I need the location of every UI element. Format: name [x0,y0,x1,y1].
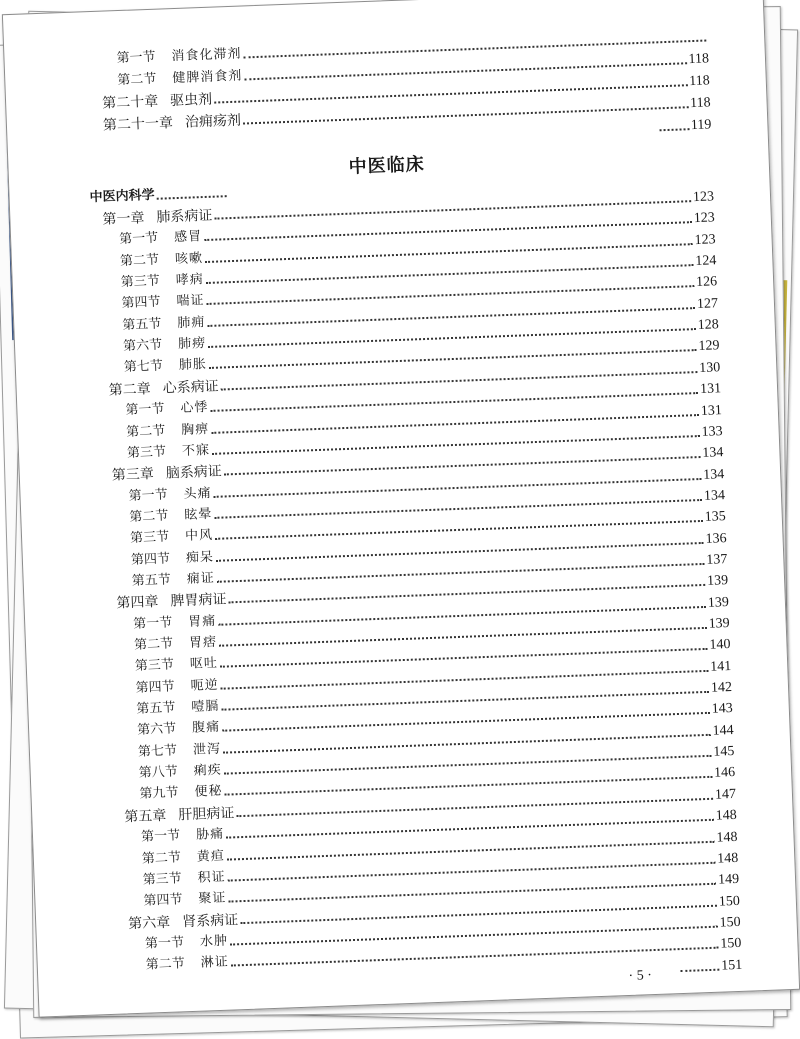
entry-page-number: 141 [709,658,732,675]
entry-page-number: 139 [707,594,730,611]
entry-title: 喘证 [176,293,205,310]
entry-number: 第一节 [116,49,156,67]
entry-number: 第四节 [121,295,161,312]
entry-title: 心悸 [180,400,209,417]
entry-number: 第九节 [139,785,179,803]
entry-page-number: 142 [710,680,733,696]
entry-number: 第六节 [122,337,163,355]
entry-page-number: 126 [695,274,718,291]
entry-page-number: 136 [705,530,727,547]
entry-title: 胁痛 [195,826,225,843]
entry-number: 第五节 [136,700,176,717]
entry-title: 不寐 [181,442,211,459]
entry-page-number: 131 [699,381,722,398]
entry-page-number: 130 [699,360,721,376]
entry-title: 肺胀 [178,357,208,374]
toc-entry[interactable] [657,113,712,135]
entry-number: 第二节 [145,956,186,973]
entry-title: 驱虫剂 [169,91,213,110]
entry-title: 聚证 [198,890,227,907]
entry-page-number: 144 [712,722,734,739]
dot-leader [157,195,227,200]
entry-page-number: 149 [717,872,740,888]
entry-page-number: 124 [695,253,717,270]
entry-title: 脑系病证 [165,463,223,482]
entry-title: 中风 [184,528,214,545]
toc-entry[interactable] [678,953,743,975]
entry-title: 肝胆病证 [178,805,235,824]
entry-page-number: 123 [694,231,716,248]
section-heading: 中医临床 [348,153,426,178]
dot-leader [660,128,690,131]
dot-leader [231,947,719,967]
entry-title: 泄泻 [192,741,222,758]
entry-title: 痴呆 [185,549,215,566]
toc-page [2,0,800,1018]
entry-number: 第六节 [136,721,177,739]
entry-number: 第四节 [130,551,171,568]
entry-number: 第二节 [117,71,157,89]
entry-page-number: 151 [720,957,743,974]
page-number: · 5 · [628,968,653,984]
entry-page-number: 146 [713,765,736,782]
entry-page-number: 134 [702,445,724,462]
entry-number: 第六章 [127,914,171,932]
entry-title: 积证 [197,869,226,886]
entry-number: 第二十章 [101,93,159,112]
entry-title: 水肿 [199,933,229,950]
table-of-contents [3,0,799,1017]
entry-number: 第七节 [137,743,178,760]
entry-title: 哮病 [175,272,205,289]
entry-number: 第二章 [108,380,151,399]
entry-title: 治痈疡剂 [184,112,242,131]
entry-page-number: 139 [708,616,730,632]
entry-title: 头痛 [183,485,212,502]
entry-page-number: 150 [719,914,741,931]
entry-number: 第二十一章 [102,115,174,134]
entry-title: 痢疾 [193,762,223,779]
entry-number: 第四节 [135,679,175,696]
entry-page-number: 150 [720,936,742,952]
entry-page-number: 119 [690,117,712,134]
entry-page-number: 143 [711,701,734,718]
entry-title: 胃痞 [188,634,218,651]
entry-number: 第一节 [144,935,185,952]
entry-page-number: 137 [706,552,728,568]
entry-title: 便秘 [194,784,223,801]
entry-number: 第三节 [134,657,175,675]
entry-page-number: 118 [689,95,711,112]
entry-page-number: 139 [706,573,729,590]
entry-page-number: 147 [714,786,737,803]
entry-number: 第八节 [138,764,179,781]
entry-title: 肾系病证 [181,911,239,930]
entry-number: 第二节 [129,508,169,525]
entry-page-number: 145 [713,744,735,760]
entry-page-number: 128 [697,317,719,334]
entry-title: 肺痈 [177,314,206,331]
entry-page-number: 135 [704,509,727,526]
entry-page-number: 118 [688,51,710,68]
entry-title: 腹痛 [191,720,221,737]
dot-leader [243,106,688,124]
entry-number: 第二节 [119,252,160,269]
entry-number: 第一章 [102,210,145,228]
entry-title: 消食化滞剂 [171,46,242,65]
entry-page-number: 123 [692,189,715,206]
entry-number: 第三节 [129,529,170,547]
entry-title: 噎膈 [191,698,220,715]
entry-page-number: 134 [702,466,725,483]
entry-number: 第一节 [118,231,159,248]
entry-title: 呃逆 [190,677,219,694]
entry-title: 眩晕 [184,506,213,523]
entry-title: 肺痨 [177,336,207,353]
entry-number: 第四节 [143,892,183,909]
entry-number: 第二节 [141,849,182,867]
entry-title: 感冒 [173,229,203,246]
entry-page-number: 134 [703,488,726,504]
entry-page-number: 133 [701,424,723,440]
entry-number: 第五章 [124,807,167,826]
entry-number: 第一节 [133,615,173,632]
entry-title: 胸痹 [180,421,210,438]
entry-page-number: 127 [696,296,719,312]
entry-number: 第一节 [140,828,181,845]
entry-number: 第三节 [126,444,167,461]
entry-number: 第三节 [142,871,182,888]
entry-title: 胃痛 [187,613,217,630]
entry-title: 淋证 [200,954,230,971]
entry-title: 呕吐 [189,656,219,673]
entry-number: 第三节 [120,273,161,291]
entry-title: 痫证 [186,570,215,587]
entry-number: 第二节 [125,423,166,440]
entry-page-number: 148 [716,829,738,846]
part-title-text: 中医内科学 [89,187,155,206]
entry-page-number: 140 [709,637,731,654]
dot-leader [680,968,719,971]
entry-number: 第三章 [111,466,155,484]
entry-page-number: 118 [689,73,711,90]
entry-title: 咳嗽 [174,250,204,267]
entry-page-number: 131 [700,402,723,419]
entry-number: 第一节 [128,487,168,504]
entry-page-number: 150 [718,893,741,910]
entry-title: 肺系病证 [156,207,213,226]
entry-page-number: 123 [693,210,716,227]
entry-number: 第一节 [125,401,165,419]
entry-number: 第七节 [123,359,164,376]
entry-title: 心系病证 [162,378,219,397]
entry-number: 第二节 [133,636,174,653]
entry-title: 脾胃病证 [170,591,227,610]
entry-number: 第五节 [122,316,162,333]
entry-title: 健脾消食剂 [172,68,243,87]
entry-page-number: 148 [717,850,739,867]
entry-number: 第五节 [131,572,171,589]
entry-number: 第四章 [116,594,159,612]
entry-page-number: 129 [698,338,720,355]
entry-page-number: 148 [715,808,737,824]
entry-title: 黄疸 [196,848,226,865]
